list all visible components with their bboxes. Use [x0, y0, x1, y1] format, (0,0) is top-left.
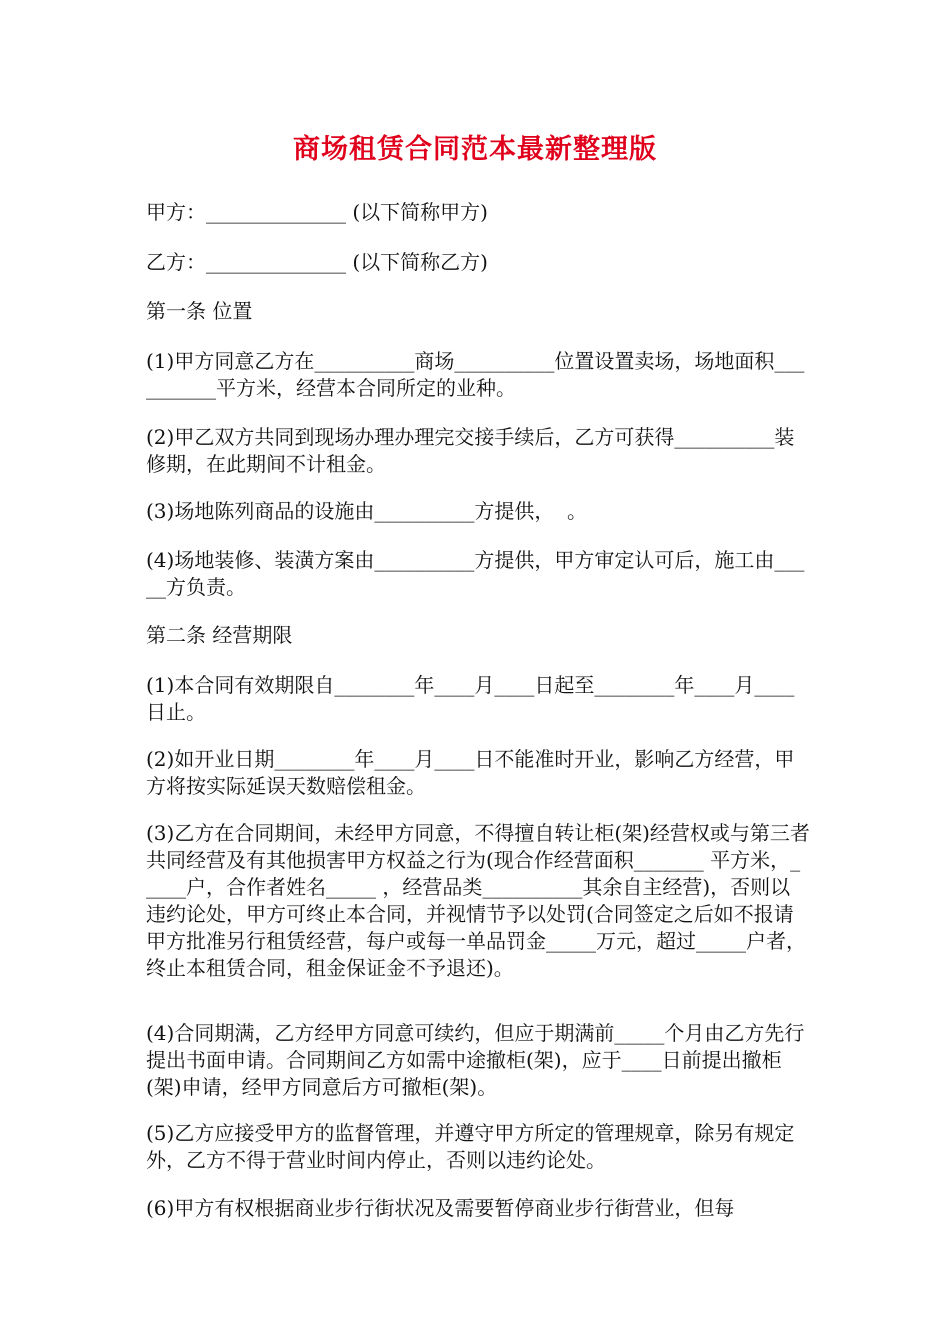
- article-1-clause-1: (1)甲方同意乙方在__________商场__________位置设置卖场，场地面积__________平方米，经营本合同所定的业种。: [146, 349, 805, 400]
- article-2-clause-1: (1)本合同有效期限自________年____月____日起至________年____月____日止。: [146, 673, 795, 724]
- article-2-heading: 第二条 经营期限: [146, 623, 293, 647]
- article-2-clause-5: (5)乙方应接受甲方的监督管理，并遵守甲方所定的管理规章，除另有规定外，乙方不得于营业时间内停止，否则以违约论处。: [146, 1121, 795, 1172]
- party-b-line: 乙方：______________ (以下简称乙方): [146, 250, 488, 274]
- article-1-clause-3: (3)场地陈列商品的设施由__________方提供， 。: [146, 499, 588, 523]
- article-1-clause-2: (2)甲乙双方共同到现场办理办理完交接手续后，乙方可获得__________装修期，在此期间不计租金。: [146, 425, 795, 476]
- article-1-clause-4: (4)场地装修、装潢方案由__________方提供，甲方审定认可后，施工由_____方负责。: [146, 548, 805, 599]
- article-2-clause-6: (6)甲方有权根据商业步行街状况及需要暂停商业步行街营业，但每: [146, 1196, 735, 1220]
- article-2-clause-3: (3)乙方在合同期间，未经甲方同意，不得擅自转让柜(架)经营权或与第三者共同经营及有其他损害甲方权益之行为(现合作经营面积_______ 平方米，_____户，合作者姓名_____ ，经营品类__________其余自主经营)，否则以违约论处，甲方可终止本合同，并视情节予以处罚(合同签定之后如不报请甲方批准另行租赁经营，每户或每一单品罚金_____万元，超过_____户者，终止本租赁合同，租金保证金不予退还)。: [146, 821, 810, 980]
- article-2-clause-4: (4)合同期满，乙方经甲方同意可续约，但应于期满前_____个月由乙方先行提出书面申请。合同期间乙方如需中途撤柜(架)，应于____日前提出撤柜(架)申请，经甲方同意后方可撤柜(架)。: [146, 1021, 805, 1099]
- article-1-heading: 第一条 位置: [146, 299, 253, 323]
- party-a-line: 甲方：______________ (以下简称甲方): [146, 200, 488, 224]
- article-2-clause-2: (2)如开业日期________年____月____日不能准时开业，影响乙方经营，甲方将按实际延误天数赔偿租金。: [146, 747, 795, 798]
- document-title: 商场租赁合同范本最新整理版: [293, 134, 657, 165]
